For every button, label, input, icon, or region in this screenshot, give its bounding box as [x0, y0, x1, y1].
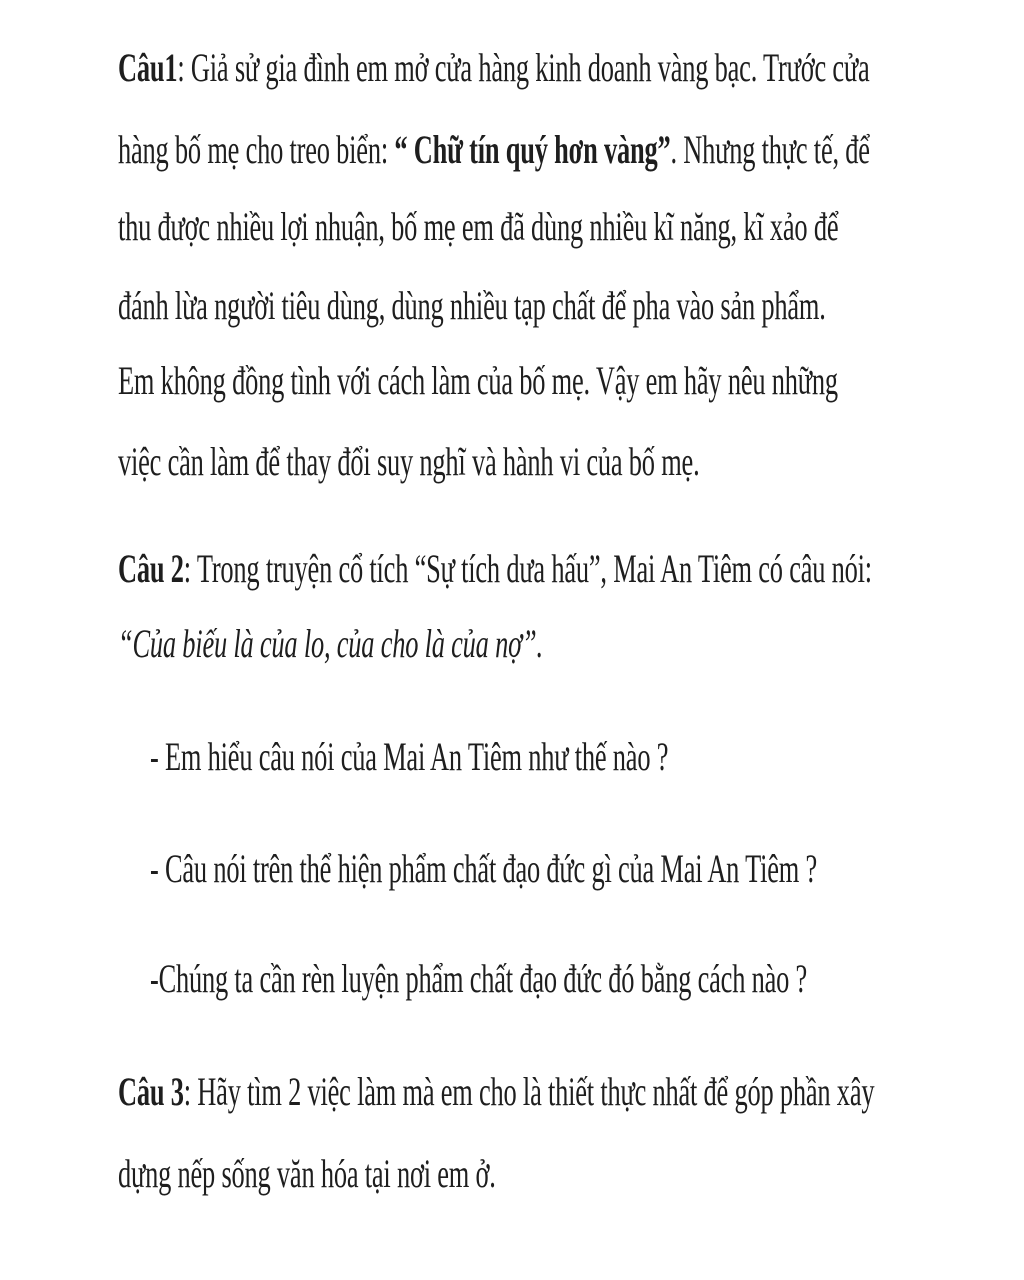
q3-line-1	[118, 1068, 874, 1116]
q3-label: Câu 3	[118, 1069, 184, 1114]
q1-text-2b: . Nhưng thực tế, để	[670, 127, 870, 172]
q1-label: Câu1	[118, 45, 178, 90]
q2-bullet-3: -Chúng ta cần rèn luyện phẩm chất đạo đức đó bằng cách nào ?	[150, 956, 808, 1001]
q1-line-4: đánh lừa người tiêu dùng, dùng nhiều tạp chất để pha vào sản phẩm.	[118, 283, 826, 328]
q1-line-2	[118, 126, 870, 174]
q1-line-1	[118, 44, 870, 92]
q1-line-5: Em không đồng tình với cách làm của bố mẹ. Vậy em hãy nêu những	[118, 358, 838, 403]
q1-line-6: việc cần làm để thay đổi suy nghĩ và hành vi của bố mẹ.	[118, 439, 700, 484]
q2-quote	[118, 620, 543, 668]
q3-text-1: : Hãy tìm 2 việc làm mà em cho là thiết thực nhất để góp phần xây	[183, 1069, 875, 1114]
q2-line-1	[118, 545, 872, 593]
q2-bullet-2: - Câu nói trên thể hiện phẩm chất đạo đức gì của Mai An Tiêm ?	[150, 846, 818, 891]
q2-text-1: : Trong truyện cổ tích “Sự tích dưa hấu”, Mai An Tiêm có câu nói:	[183, 546, 872, 591]
q1-line-3: thu được nhiều lợi nhuận, bố mẹ em đã dùng nhiều kĩ năng, kĩ xảo để	[118, 204, 839, 249]
q1-text-2a: hàng bố mẹ cho treo biển:	[118, 127, 395, 172]
q2-bullet-1: - Em hiểu câu nói của Mai An Tiêm như thế nào ?	[150, 734, 669, 779]
q2-quote-text: “Của biếu là của lo, của cho là của nợ”.	[118, 621, 543, 666]
q2-label: Câu 2	[118, 546, 184, 591]
q1-slogan: “ Chữ tín quý hơn vàng”	[394, 127, 671, 172]
q3-line-2: dựng nếp sống văn hóa tại nơi em ở.	[118, 1151, 496, 1196]
q1-text-1: : Giả sử gia đình em mở cửa hàng kinh doanh vàng bạc. Trước cửa	[177, 45, 870, 90]
